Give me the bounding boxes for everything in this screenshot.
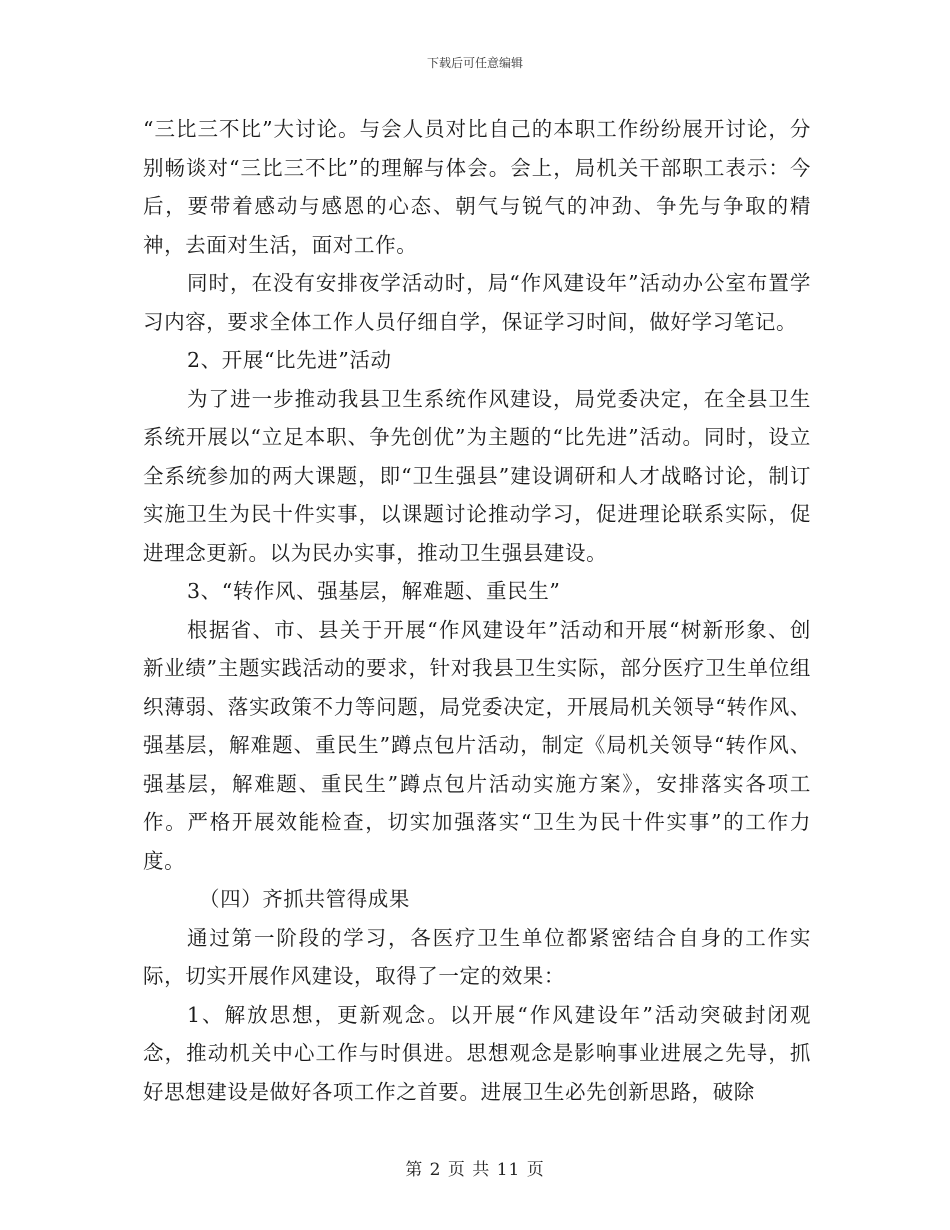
paragraph-discussion: “三比三不比”大讨论。与会人员对比自己的本职工作纷纷展开讨论，分别畅谈对“三比三不比”的理解与体会。会上，局机关干部职工表示：今后，要带着感动与感恩的心态、朝气与锐气的冲劲、争先与争取的精神，去面对生活，面对工作。 [143,117,811,257]
page-number-footer: 第 2 页 共 11 页 [405,1160,545,1180]
paragraph-emancipate-mind: 1、解放思想，更新观念。以开展“作风建设年”活动突破封闭观念，推动机关中心工作与时俱进。思想观念是影响事业进展之先导，抓好思想建设是做好各项工作之首要。进展卫生必先创新思路，破除 [143,1002,811,1104]
paragraph-compare-advanced: 为了进一步推动我县卫生系统作风建设，局党委决定，在全县卫生系统开展以“立足本职、争先创优”为主题的“比先进”活动。同时，设立全系统参加的两大课题，即“卫生强县”建设调研和人才战略讨论，制订实施卫生为民十件实事，以课题讨论推动学习，促进理论联系实际，促进理念更新。以为民办实事，推动卫生强县建设。 [143,386,811,565]
heading-change-style: 3、“转作风、强基层，解难题、重民生” [187,579,561,603]
heading-compare-advanced: 2、开展“比先进”活动 [187,348,392,372]
heading-section-four: （四）齐抓共管得成果 [199,887,410,911]
paragraph-change-style: 根据省、市、县关于开展“作风建设年”活动和开展“树新形象、创新业绩”主题实践活动的要求，针对我县卫生实际，部分医疗卫生单位组织薄弱、落实政策不力等问题，局党委决定，开展局机关领导“转作风、强基层，解难题、重民生”蹲点包片活动，制定《局机关领导“转作风、强基层，解难题、重民生”蹲点包片活动实施方案》，安排落实各项工作。严格开展效能检查，切实加强落实“卫生为民十件实事”的工作力度。 [143,617,811,873]
paragraph-first-stage: 通过第一阶段的学习，各医疗卫生单位都紧密结合自身的工作实际，切实开展作风建设，取得了一定的效果： [143,925,811,988]
paragraph-self-study: 同时，在没有安排夜学活动时，局“作风建设年”活动办公室布置学习内容，要求全体工作人员仔细自学，保证学习时间，做好学习笔记。 [143,271,811,334]
document-body [143,110,811,1111]
page-header-note: 下载后可任意编辑 [426,56,523,70]
